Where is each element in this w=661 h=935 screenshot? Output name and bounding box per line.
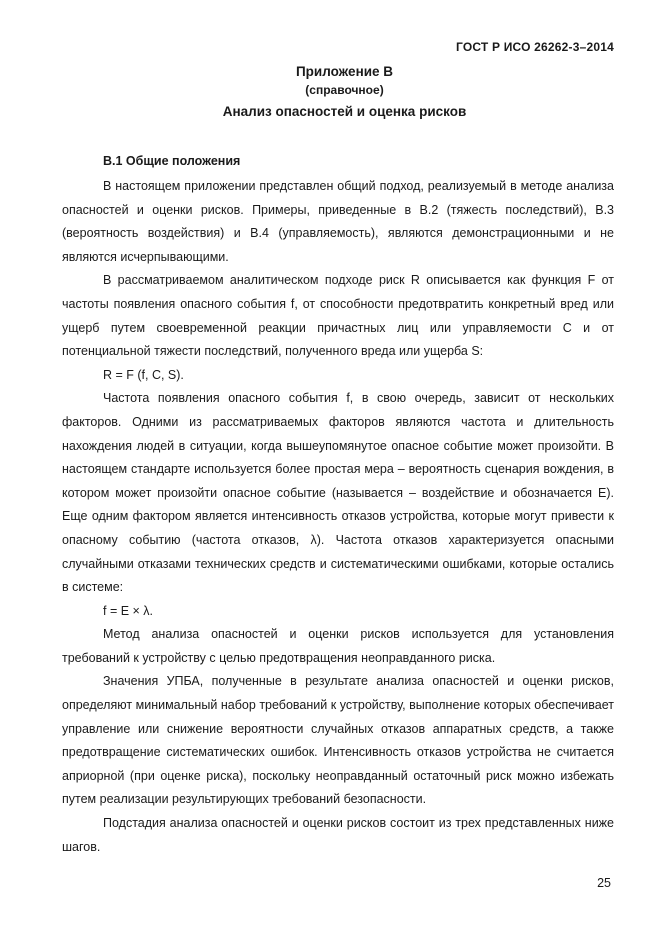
body-text [62, 175, 614, 859]
document-code: ГОСТ Р ИСО 26262-3–2014 [455, 40, 614, 54]
paragraph: Подстадия анализа опасностей и оценки рисков состоит из трех представленных ниже шагов. [62, 816, 614, 854]
formula: R = F (f, C, S). [103, 367, 184, 382]
page-number: 25 [597, 876, 611, 890]
paragraph: Значения УПБА, полученные в результате анализа опасностей и оценки рисков, определяют минимальный набор требований к устройству, выполнение которых обеспечивает управление или снижение вероятности случайных отказов аппаратных средств, а также предотвращение систематических ошибок. Интенсивность отказов устройства не считается априорной (при оценке риска), поскольку неоправданный остаточный риск можно избежать путем реализации результирующих требований безопасности. [62, 674, 614, 807]
appendix-title: Приложение В [295, 64, 394, 79]
formula: f = E × λ. [103, 603, 154, 618]
paragraph: Частота появления опасного события f, в свою очередь, зависит от нескольких факторов. Одними из рассматриваемых факторов являются частота и длительность нахождения людей в ситуации, когда вышеупомянутое опасное событие может произойти. В настоящем стандарте используется более простая мера – вероятность сценария вождения, в котором может произойти опасное событие (называется – воздействие и обозначается E). Еще одним фактором является интенсивность отказов устройства, которые могут привести к опасному событию (частота отказов, λ). Частота отказов характеризуется опасными случайными отказами технических средств и систематическими ошибками, которые остались в системе: [62, 391, 614, 595]
paragraph: Метод анализа опасностей и оценки рисков используется для установления требований к устройству с целью предотвращения неоправданного риска. [62, 627, 614, 665]
section-heading: В.1 Общие положения [103, 154, 241, 168]
paragraph: В настоящем приложении представлен общий подход, реализуемый в методе анализа опасностей и оценки рисков. Примеры, приведенные в В.2 (тяжесть последствий), В.3 (вероятность воздействия) и В.4 (управляемость), являются демонстрационными и не являются исчерпывающими. [62, 179, 614, 264]
appendix-main-title: Анализ опасностей и оценка рисков [222, 104, 467, 119]
paragraph: В рассматриваемом аналитическом подходе риск R описывается как функция F от частоты появления опасного события f, от способности предотвратить конкретный вред или ущерб путем своевременной реакции причастных лиц или управляемости C и от потенциальной тяжести последствий, полученного вреда или ущерба S: [62, 273, 614, 359]
appendix-subtitle: (справочное) [305, 83, 384, 97]
